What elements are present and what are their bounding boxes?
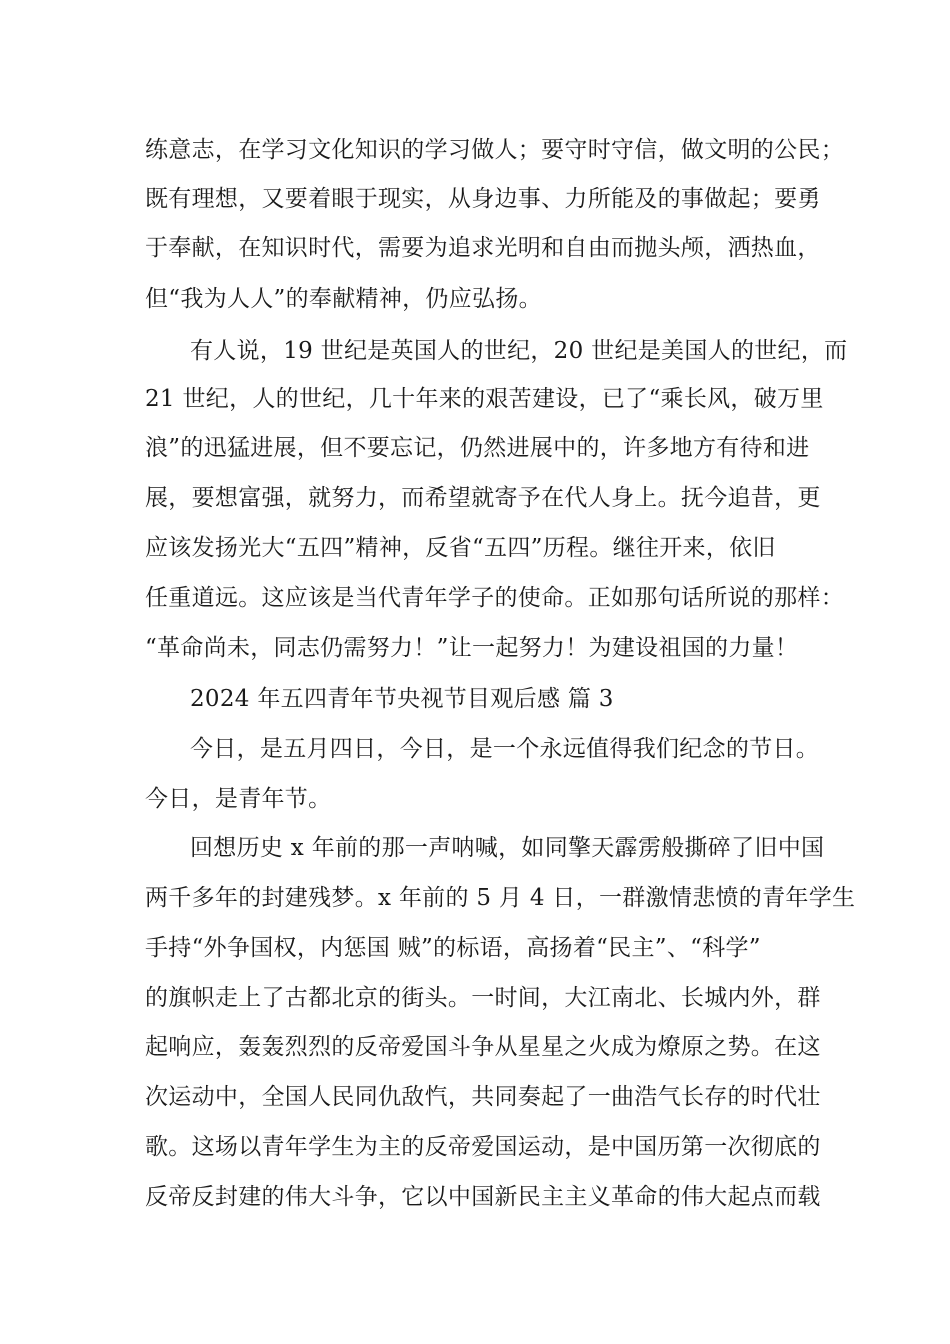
body-text-line: 次运动中，全国人民同仇敌忾，共同奏起了一曲浩气长存的时代壮: [145, 1084, 821, 1110]
body-text-line: 展，要想富强，就努力，而希望就寄予在代人身上。抚今追昔，更: [145, 485, 821, 511]
body-text-line: 歌。这场以青年学生为主的反帝爱国运动，是中国历第一次彻底的: [145, 1134, 821, 1160]
body-text-line: 于奉献，在知识时代，需要为追求光明和自由而抛头颅，洒热血，: [145, 235, 821, 261]
section-heading: 2024 年五四青年节央视节目观后感 篇 3: [190, 686, 614, 712]
body-text-line: 起响应，轰轰烈烈的反帝爱国斗争从星星之火成为燎原之势。在这: [145, 1034, 821, 1060]
body-text-line: 今日，是青年节。: [145, 786, 332, 812]
body-text-line: 21 世纪，人的世纪，几十年来的艰苦建设，已了“乘长风，破万里: [145, 386, 824, 412]
paragraph-start-line: 有人说，19 世纪是英国人的世纪，20 世纪是美国人的世纪，而: [190, 338, 848, 364]
paragraph-start-line: 回想历史 x 年前的那一声呐喊，如同擎天霹雳般撕碎了旧中国: [190, 835, 825, 861]
body-text-line: 的旗帜走上了古都北京的街头。一时间，大江南北、长城内外，群: [145, 985, 821, 1011]
body-text-line: 浪”的迅猛进展，但不要忘记，仍然进展中的，许多地方有待和进: [145, 435, 810, 461]
paragraph-start-line: 今日，是五月四日，今日，是一个永远值得我们纪念的节日。: [190, 736, 820, 762]
body-text-line: 两千多年的封建残梦。x 年前的 5 月 4 日，一群激情悲愤的青年学生: [145, 885, 856, 911]
body-text-line: “革命尚未，同志仍需努力！”让一起努力！为建设祖国的力量！: [145, 635, 799, 661]
body-text-line: 应该发扬光大“五四”精神，反省“五四”历程。继往开来，依旧: [145, 535, 776, 561]
body-text-line: 练意志，在学习文化知识的学习做人；要守时守信，做文明的公民；: [145, 137, 844, 163]
body-text-line: 任重道远。这应该是当代青年学子的使命。正如那句话所说的那样：: [145, 585, 844, 611]
body-text-line: 反帝反封建的伟大斗争，它以中国新民主主义革命的伟大起点而载: [145, 1184, 821, 1210]
body-text-line: 既有理想，又要着眼于现实，从身边事、力所能及的事做起；要勇: [145, 186, 821, 212]
body-text-line: 但“我为人人”的奉献精神，仍应弘扬。: [145, 286, 542, 312]
body-text-line: 手持“外争国权，内惩国 贼”的标语，高扬着“民主”、“科学”: [145, 935, 761, 961]
